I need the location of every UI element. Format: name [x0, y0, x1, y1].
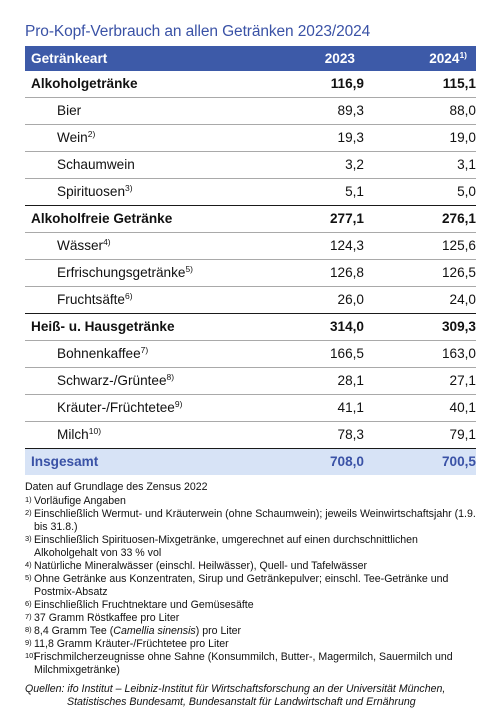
item-label-text: Schaumwein: [57, 157, 135, 172]
item-footnote-ref: 2): [87, 129, 96, 139]
header-2023: 2023: [276, 46, 364, 71]
total-value-2023: 708,0: [276, 449, 364, 476]
item-value-2024: 19,0: [364, 125, 476, 152]
item-footnote-ref: 7): [140, 345, 149, 355]
total-value-2024: 700,5: [364, 449, 476, 476]
footnote: [25, 638, 477, 651]
footnote-number: 5): [25, 573, 32, 582]
item-value-2024: 5,0: [364, 179, 476, 206]
item-label: [25, 98, 276, 125]
data-basis-note: Daten auf Grundlage des Zensus 2022: [25, 481, 208, 493]
table-group-row: [25, 314, 476, 341]
group-value-2023: 277,1: [276, 206, 364, 233]
footnote: [25, 560, 477, 573]
item-label-text: Schwarz-/Grüntee: [57, 373, 167, 388]
group-value-2023: 116,9: [330, 76, 364, 91]
group-label: Alkoholfreie Getränke: [25, 206, 276, 233]
item-label: [25, 287, 276, 314]
footnote: [25, 625, 477, 638]
total-label: Insgesamt: [25, 449, 276, 476]
item-label-text: Milch: [57, 427, 89, 442]
footnote-text-italic: Camellia sinensis: [113, 625, 196, 637]
item-footnote-ref: 6): [125, 291, 133, 301]
table-row: [25, 287, 476, 314]
item-label-text: Bohnenkaffee: [57, 346, 141, 361]
table-row: [25, 152, 476, 179]
footnotes: [25, 481, 477, 677]
footnote: [25, 573, 477, 599]
item-label: [25, 179, 276, 206]
item-footnote-ref: 8): [166, 372, 175, 382]
item-label: [25, 395, 276, 422]
item-label: [25, 260, 276, 287]
group-value-2024: 276,1: [364, 206, 476, 233]
item-label: [25, 152, 276, 179]
item-value-2024: 27,1: [364, 368, 476, 395]
footnote-text: Einschließlich Wermut- und Kräuterwein (ohne Schaumwein); jeweils Weinwirtschaftsjahr (1.9. bis 31.8.): [34, 508, 476, 533]
item-footnote-ref: 4): [103, 237, 111, 247]
footnote-text: Vorläufige Angaben: [34, 495, 126, 507]
table-total-row: [25, 449, 476, 476]
item-value-2024: 125,6: [364, 233, 476, 260]
footnote-number: 6): [25, 599, 32, 608]
item-label-text: Bier: [57, 103, 82, 118]
item-value-2023: 166,5: [276, 341, 364, 368]
item-value-2024: 163,0: [364, 341, 476, 368]
footnote: [25, 534, 477, 560]
item-label: [25, 233, 276, 260]
table-row: [25, 368, 476, 395]
footnote: [25, 651, 477, 677]
item-label-text: Fruchtsäfte: [57, 292, 125, 307]
group-value-2024: 309,3: [364, 314, 476, 341]
table-group-row: [25, 71, 476, 98]
table-row: [25, 125, 476, 152]
item-value-2023: 19,3: [276, 125, 364, 152]
item-label-text: Kräuter-/Früchtetee: [57, 400, 175, 415]
item-value-2023: 28,1: [276, 368, 364, 395]
consumption-table: [25, 46, 476, 475]
item-value-2023: 89,3: [276, 98, 364, 125]
item-value-2024: 126,5: [364, 260, 476, 287]
item-value-2023: 26,0: [276, 287, 364, 314]
group-label: Alkoholgetränke: [31, 76, 138, 91]
item-label-text: Wein: [57, 130, 88, 145]
footnote-text: 37 Gramm Röstkaffee pro Liter: [34, 612, 180, 624]
footnote-text-part: 8,4 Gramm Tee (: [34, 625, 114, 637]
header-category: Getränkeart: [25, 46, 276, 71]
footnote-text-part: ) pro Liter: [195, 625, 242, 637]
item-footnote-ref: 3): [125, 183, 133, 193]
sources: [25, 683, 476, 709]
footnote: [25, 612, 477, 625]
group-value-2024: 115,1: [442, 76, 476, 91]
footnote-number: 10): [25, 651, 36, 660]
table-row: [25, 179, 476, 206]
header-2024-footnote: 1): [459, 50, 467, 60]
item-value-2023: 78,3: [276, 422, 364, 449]
group-label: Heiß- u. Hausgetränke: [25, 314, 276, 341]
footnote-number: 4): [25, 560, 32, 569]
item-value-2023: 3,2: [276, 152, 364, 179]
item-label-text: Erfrischungsgetränke: [57, 265, 186, 280]
footnote: [25, 495, 477, 508]
table-row: [25, 422, 476, 449]
footnote-text: Einschließlich Spirituosen-Mixgetränke, umgerechnet auf einen durchschnittlichen Alkoholgehalt von 33 % vol: [34, 534, 418, 559]
item-footnote-ref: 9): [174, 399, 183, 409]
sources-line-2: Statistisches Bundesamt, Bundesanstalt für Landwirtschaft und Ernährung: [67, 696, 416, 708]
item-label: [25, 422, 276, 449]
footnote: [25, 508, 477, 534]
item-value-2024: 79,1: [364, 422, 476, 449]
footnote-text: Einschließlich Fruchtnektare und Gemüsesäfte: [34, 599, 254, 611]
footnote: [25, 599, 477, 612]
item-value-2024: 3,1: [364, 152, 476, 179]
footnote-number: 2): [25, 508, 32, 517]
footnote-number: 7): [25, 612, 32, 621]
table-row: [25, 341, 476, 368]
footnote-number: 3): [25, 534, 32, 543]
footnote-text: 11,8 Gramm Kräuter-/Früchtetee pro Liter: [34, 638, 229, 650]
item-footnote-ref: 5): [185, 264, 194, 274]
footnote-number: 8): [25, 625, 32, 634]
group-value-2023: 314,0: [276, 314, 364, 341]
item-label-text: Spirituosen: [57, 184, 126, 199]
item-label: [25, 341, 276, 368]
footnote-number: 9): [25, 638, 32, 647]
table-header-row: [25, 46, 476, 71]
footnote-text: Ohne Getränke aus Konzentraten, Sirup und Getränkepulver; einschl. Tee-Getränke und Postmix-Absatz: [34, 573, 449, 598]
item-label: [25, 368, 276, 395]
sources-line-1: Quellen: ifo Institut – Leibniz-Institut für Wirtschaftsforschung an der Universität München,: [25, 683, 446, 695]
footnote-text: Natürliche Mineralwässer (einschl. Heilwässer), Quell- und Tafelwässer: [34, 560, 368, 572]
item-value-2024: 24,0: [364, 287, 476, 314]
item-value-2023: 41,1: [276, 395, 364, 422]
table-row: [25, 260, 476, 287]
item-value-2024: 40,1: [364, 395, 476, 422]
item-value-2023: 5,1: [276, 179, 364, 206]
item-label-text: Wässer: [57, 238, 104, 253]
item-label: [25, 125, 276, 152]
table-row: [25, 395, 476, 422]
item-value-2023: 126,8: [276, 260, 364, 287]
footnote-number: 1): [25, 495, 32, 504]
footnote-text: Frischmilcherzeugnisse ohne Sahne (Konsummilch, Butter-, Magermilch, Sauermilch und Milchmixgetränke): [34, 651, 453, 676]
footnote-text: [34, 625, 477, 638]
item-value-2023: 124,3: [276, 233, 364, 260]
table-row: [25, 233, 476, 260]
table-group-row: [25, 206, 476, 233]
header-2024: 2024$^{1)}$: [364, 46, 476, 71]
item-value-2024: 88,0: [364, 98, 476, 125]
table-row: [25, 98, 476, 125]
item-footnote-ref: 10): [88, 426, 102, 436]
page-title: Pro-Kopf-Verbrauch an allen Getränken 2023/2024: [25, 23, 371, 40]
